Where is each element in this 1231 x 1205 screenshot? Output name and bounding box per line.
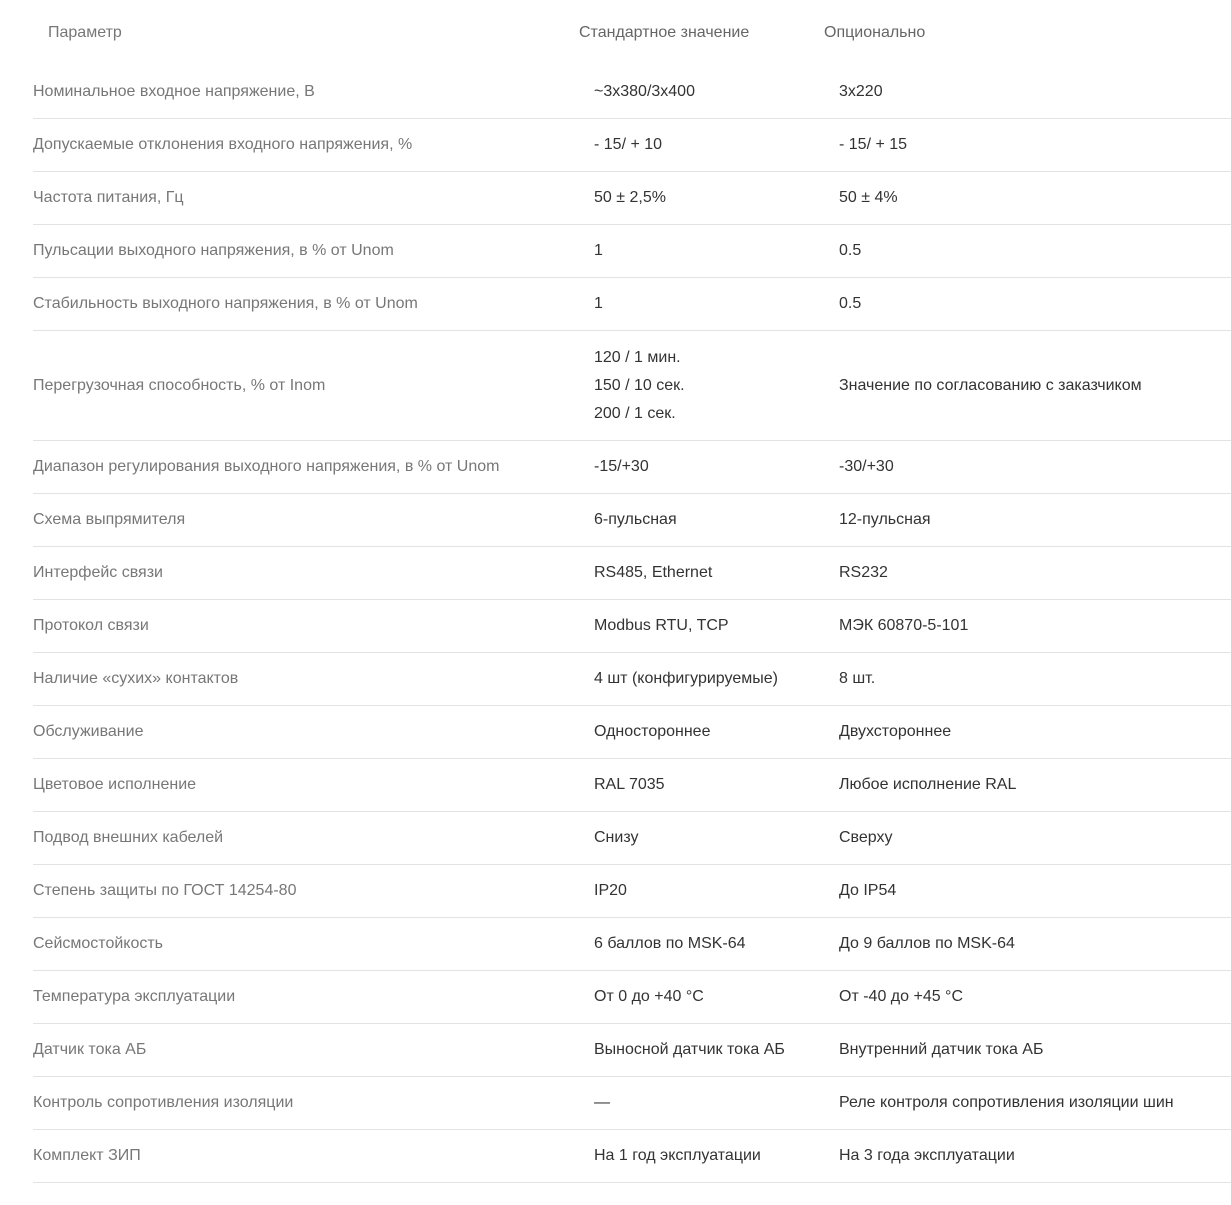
spec-table [33, 0, 1231, 1183]
row-standard: 4 шт (конфигурируемые) [594, 670, 778, 687]
row-optional: RS232 [839, 564, 888, 581]
table-row [33, 812, 1231, 865]
row-standard: — [594, 1094, 610, 1111]
row-standard: 50 ± 2,5% [594, 189, 666, 206]
row-param: Номинальное входное напряжение, В [33, 83, 315, 100]
row-param: Схема выпрямителя [33, 511, 186, 528]
table-row [33, 119, 1231, 172]
header-standard: Стандартное значение [579, 24, 750, 41]
row-standard: От 0 до +40 °С [594, 988, 704, 1005]
row-param: Диапазон регулирования выходного напряжения, в % от Unom [33, 458, 500, 475]
row-standard: Modbus RTU, TCP [594, 617, 729, 634]
table-row [33, 706, 1231, 759]
row-param: Контроль сопротивления изоляции [33, 1094, 294, 1111]
table-row [33, 494, 1231, 547]
row-standard: 6 баллов по MSK-64 [594, 935, 746, 952]
row-standard: -15/+30 [594, 458, 649, 475]
table-header [33, 0, 1231, 66]
row-param: Протокол связи [33, 617, 149, 634]
row-standard: RAL 7035 [594, 776, 665, 793]
row-optional: Значение по согласованию с заказчиком [839, 376, 1142, 394]
table-row [33, 331, 1231, 441]
row-param: Наличие «сухих» контактов [33, 670, 239, 687]
row-standard: Снизу [594, 829, 639, 846]
row-standard: 6-пульсная [594, 511, 677, 528]
row-param: Обслуживание [33, 723, 144, 740]
row-param: Допускаемые отклонения входного напряжения, % [33, 136, 413, 153]
header-optional: Опционально [824, 24, 926, 41]
row-param: Частота питания, Гц [33, 189, 184, 206]
table-row [33, 865, 1231, 918]
row-param: Комплект ЗИП [33, 1147, 141, 1164]
row-optional: 0.5 [839, 295, 862, 312]
row-standard: IP20 [594, 882, 627, 899]
row-param: Подвод внешних кабелей [33, 829, 224, 846]
row-optional: - 15/ + 15 [839, 136, 908, 153]
row-optional: До IP54 [839, 882, 897, 899]
row-optional: Реле контроля сопротивления изоляции шин [839, 1094, 1174, 1111]
row-optional: Любое исполнение RAL [839, 776, 1017, 793]
row-optional: 3х220 [839, 83, 883, 100]
row-optional: От -40 до +45 °С [839, 988, 964, 1005]
row-param: Стабильность выходного напряжения, в % от Unom [33, 295, 418, 312]
row-optional: 50 ± 4% [839, 189, 898, 206]
row-optional: МЭК 60870-5-101 [839, 617, 969, 634]
table-row [33, 172, 1231, 225]
row-standard-line: 200 / 1 сек. [594, 404, 676, 422]
table-row [33, 1024, 1231, 1077]
row-standard: 1 [594, 242, 603, 259]
row-optional: 12-пульсная [839, 511, 931, 528]
row-optional: Внутренний датчик тока АБ [839, 1041, 1044, 1058]
table-row [33, 1130, 1231, 1183]
row-standard [594, 344, 839, 428]
row-standard: 1 [594, 295, 603, 312]
row-optional: До 9 баллов по MSK-64 [839, 935, 1015, 952]
row-param: Степень защиты по ГОСТ 14254-80 [33, 882, 297, 899]
table-row [33, 971, 1231, 1024]
row-optional: На 3 года эксплуатации [839, 1147, 1015, 1164]
row-param: Перегрузочная способность, % от Inom [33, 376, 326, 394]
table-row [33, 547, 1231, 600]
table-row [33, 759, 1231, 812]
table-row [33, 225, 1231, 278]
row-param: Датчик тока АБ [33, 1041, 147, 1058]
row-standard: ~3х380/3х400 [594, 83, 695, 100]
row-param: Пульсации выходного напряжения, в % от Unom [33, 242, 394, 259]
row-standard: - 15/ + 10 [594, 136, 663, 153]
row-optional: 0.5 [839, 242, 862, 259]
table-row [33, 653, 1231, 706]
table-row [33, 441, 1231, 494]
row-optional: 8 шт. [839, 670, 876, 687]
row-optional: Сверху [839, 829, 893, 846]
row-standard: Выносной датчик тока АБ [594, 1041, 785, 1058]
table-row [33, 600, 1231, 653]
row-standard-line: 120 / 1 мин. [594, 348, 681, 366]
row-optional: Двухстороннее [839, 723, 952, 740]
table-row [33, 1077, 1231, 1130]
header-param: Параметр [48, 24, 122, 41]
table-row [33, 66, 1231, 119]
row-standard: RS485, Ethernet [594, 564, 713, 581]
row-param: Цветовое исполнение [33, 776, 197, 793]
row-standard: Одностороннее [594, 723, 711, 740]
row-optional: -30/+30 [839, 458, 894, 475]
row-standard-line: 150 / 10 сек. [594, 376, 685, 394]
row-standard: На 1 год эксплуатации [594, 1147, 761, 1164]
row-param: Температура эксплуатации [33, 988, 236, 1005]
row-param: Сейсмостойкость [33, 935, 164, 952]
table-row [33, 278, 1231, 331]
row-param: Интерфейс связи [33, 564, 163, 581]
table-row [33, 918, 1231, 971]
